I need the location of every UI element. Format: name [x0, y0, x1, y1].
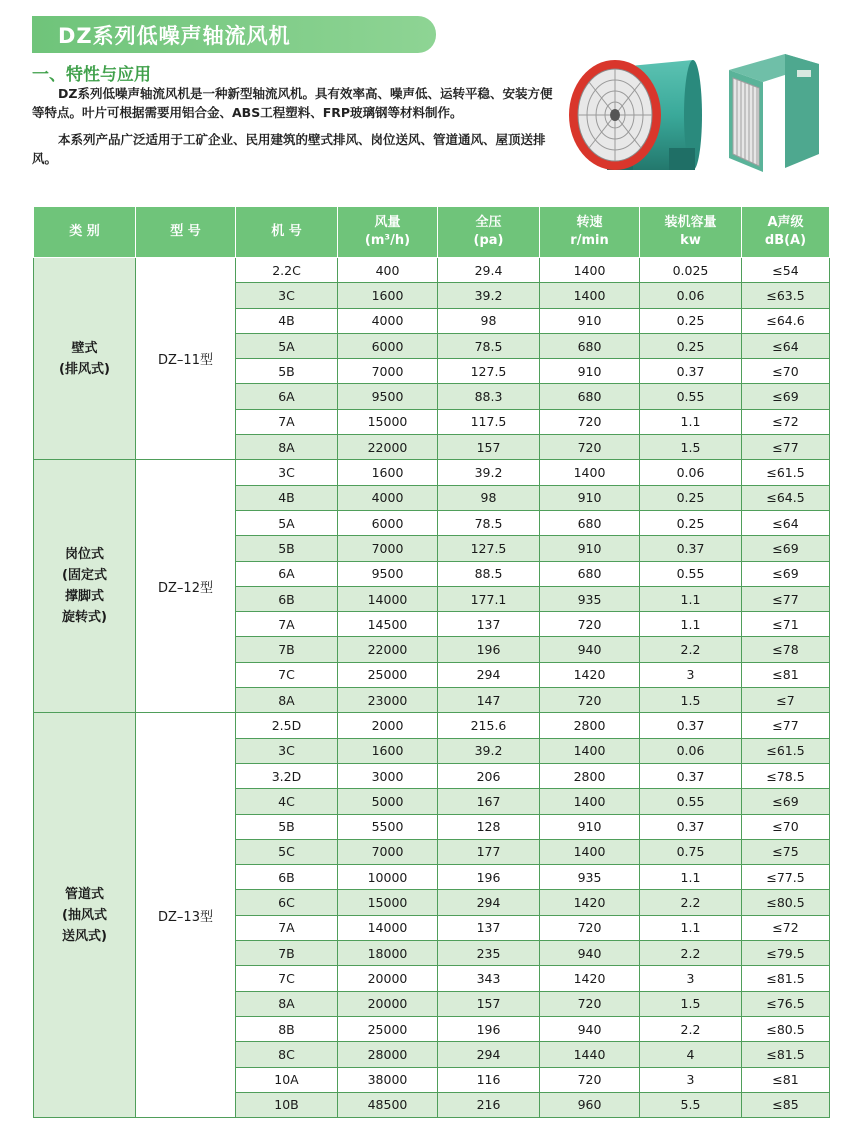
speed-cell: 1400	[540, 789, 640, 814]
noise-cell: ≤85	[742, 1092, 830, 1117]
axial-fan-image	[565, 52, 715, 182]
machine-no-cell: 6A	[236, 561, 338, 586]
noise-cell: ≤76.5	[742, 991, 830, 1016]
model-cell: DZ–13型	[136, 713, 236, 1118]
power-cell: 0.25	[640, 485, 742, 510]
power-cell: 1.5	[640, 991, 742, 1016]
airflow-cell: 22000	[338, 435, 438, 460]
table-row	[34, 713, 830, 738]
performance-table	[33, 206, 830, 1118]
noise-cell: ≤64	[742, 510, 830, 535]
airflow-cell: 5000	[338, 789, 438, 814]
category-cell	[34, 460, 136, 713]
power-cell: 0.06	[640, 283, 742, 308]
machine-no-cell: 4C	[236, 789, 338, 814]
noise-cell: ≤61.5	[742, 460, 830, 485]
airflow-cell: 38000	[338, 1067, 438, 1092]
airflow-cell: 400	[338, 258, 438, 283]
pressure-cell: 196	[438, 865, 540, 890]
airflow-cell: 25000	[338, 662, 438, 687]
machine-no-cell: 5B	[236, 536, 338, 561]
pressure-cell: 167	[438, 789, 540, 814]
machine-no-cell: 10A	[236, 1067, 338, 1092]
speed-cell: 680	[540, 384, 640, 409]
noise-cell: ≤77.5	[742, 865, 830, 890]
machine-no-cell: 5A	[236, 510, 338, 535]
pressure-cell: 88.5	[438, 561, 540, 586]
machine-no-cell: 2.5D	[236, 713, 338, 738]
machine-no-cell: 7B	[236, 637, 338, 662]
pressure-cell: 78.5	[438, 510, 540, 535]
machine-no-cell: 8A	[236, 435, 338, 460]
noise-cell: ≤70	[742, 359, 830, 384]
airflow-cell: 6000	[338, 510, 438, 535]
speed-cell: 2800	[540, 713, 640, 738]
speed-cell: 1420	[540, 662, 640, 687]
airflow-cell: 1600	[338, 283, 438, 308]
noise-cell: ≤77	[742, 586, 830, 611]
category-label: 管道式	[64, 886, 104, 902]
speed-cell: 1420	[540, 890, 640, 915]
header-airflow: 风量 (m³/h)	[338, 207, 438, 258]
speed-cell: 2800	[540, 763, 640, 788]
machine-no-cell: 6B	[236, 586, 338, 611]
speed-cell: 940	[540, 941, 640, 966]
pressure-cell: 127.5	[438, 359, 540, 384]
category-cell	[34, 258, 136, 460]
machine-no-cell: 8A	[236, 991, 338, 1016]
pressure-cell: 98	[438, 308, 540, 333]
machine-no-cell: 6A	[236, 384, 338, 409]
pressure-cell: 215.6	[438, 713, 540, 738]
speed-cell: 1400	[540, 258, 640, 283]
machine-no-cell: 5B	[236, 359, 338, 384]
pressure-cell: 78.5	[438, 333, 540, 358]
airflow-cell: 4000	[338, 485, 438, 510]
machine-no-cell: 6C	[236, 890, 338, 915]
speed-cell: 720	[540, 915, 640, 940]
machine-no-cell: 5A	[236, 333, 338, 358]
power-cell: 0.55	[640, 789, 742, 814]
speed-cell: 720	[540, 435, 640, 460]
noise-cell: ≤69	[742, 536, 830, 561]
intro-paragraph-1: DZ系列低噪声轴流风机是一种新型轴流风机。具有效率高、噪声低、运转平稳、安装方便等特点。叶片可根据需要用铝合金、ABS工程塑料、FRP玻璃钢等材料制作。	[32, 86, 553, 120]
airflow-cell: 7000	[338, 536, 438, 561]
speed-cell: 720	[540, 688, 640, 713]
noise-cell: ≤81	[742, 662, 830, 687]
machine-no-cell: 4B	[236, 308, 338, 333]
power-cell: 4	[640, 1042, 742, 1067]
noise-cell: ≤78	[742, 637, 830, 662]
speed-cell: 720	[540, 991, 640, 1016]
power-cell: 0.025	[640, 258, 742, 283]
pressure-cell: 196	[438, 637, 540, 662]
power-cell: 1.1	[640, 612, 742, 637]
pressure-cell: 127.5	[438, 536, 540, 561]
speed-cell: 680	[540, 561, 640, 586]
noise-cell: ≤75	[742, 839, 830, 864]
airflow-cell: 25000	[338, 1016, 438, 1041]
speed-cell: 1400	[540, 283, 640, 308]
speed-cell: 720	[540, 409, 640, 434]
category-label: (抽风式	[62, 907, 107, 923]
machine-no-cell: 7A	[236, 409, 338, 434]
speed-cell: 910	[540, 536, 640, 561]
airflow-cell: 20000	[338, 966, 438, 991]
machine-no-cell: 8A	[236, 688, 338, 713]
model-cell: DZ–12型	[136, 460, 236, 713]
noise-cell: ≤81.5	[742, 966, 830, 991]
power-cell: 0.25	[640, 333, 742, 358]
airflow-cell: 5500	[338, 814, 438, 839]
noise-cell: ≤64.6	[742, 308, 830, 333]
category-label: 壁式	[71, 340, 98, 356]
noise-cell: ≤69	[742, 561, 830, 586]
noise-cell: ≤81	[742, 1067, 830, 1092]
power-cell: 0.25	[640, 308, 742, 333]
speed-cell: 1400	[540, 738, 640, 763]
power-cell: 2.2	[640, 1016, 742, 1041]
power-cell: 0.55	[640, 561, 742, 586]
noise-cell: ≤63.5	[742, 283, 830, 308]
noise-cell: ≤61.5	[742, 738, 830, 763]
noise-cell: ≤78.5	[742, 763, 830, 788]
airflow-cell: 28000	[338, 1042, 438, 1067]
noise-cell: ≤72	[742, 409, 830, 434]
speed-cell: 1400	[540, 839, 640, 864]
machine-no-cell: 7B	[236, 941, 338, 966]
speed-cell: 940	[540, 1016, 640, 1041]
airflow-cell: 20000	[338, 991, 438, 1016]
power-cell: 1.5	[640, 435, 742, 460]
noise-cell: ≤81.5	[742, 1042, 830, 1067]
header-pressure: 全压 (pa)	[438, 207, 540, 258]
category-label: (固定式	[62, 568, 107, 584]
category-cell	[34, 713, 136, 1118]
airflow-cell: 22000	[338, 637, 438, 662]
machine-no-cell: 3C	[236, 283, 338, 308]
airflow-cell: 7000	[338, 359, 438, 384]
model-cell: DZ–11型	[136, 258, 236, 460]
noise-cell: ≤64.5	[742, 485, 830, 510]
pressure-cell: 29.4	[438, 258, 540, 283]
machine-no-cell: 4B	[236, 485, 338, 510]
power-cell: 0.37	[640, 536, 742, 561]
box-fan-image	[723, 50, 823, 175]
power-cell: 0.55	[640, 384, 742, 409]
header-model: 型 号	[136, 207, 236, 258]
speed-cell: 960	[540, 1092, 640, 1117]
speed-cell: 935	[540, 586, 640, 611]
table-header-row	[34, 207, 830, 258]
table-row	[34, 460, 830, 485]
airflow-cell: 2000	[338, 713, 438, 738]
pressure-cell: 196	[438, 1016, 540, 1041]
power-cell: 2.2	[640, 890, 742, 915]
speed-cell: 910	[540, 485, 640, 510]
header-noise: A声级 dB(A)	[742, 207, 830, 258]
airflow-cell: 3000	[338, 763, 438, 788]
power-cell: 5.5	[640, 1092, 742, 1117]
airflow-cell: 1600	[338, 460, 438, 485]
intro-paragraph-2: 本系列产品广泛适用于工矿企业、民用建筑的壁式排风、岗位送风、管道通风、屋顶送排风。	[32, 132, 546, 166]
pressure-cell: 294	[438, 662, 540, 687]
airflow-cell: 7000	[338, 839, 438, 864]
noise-cell: ≤70	[742, 814, 830, 839]
machine-no-cell: 3.2D	[236, 763, 338, 788]
pressure-cell: 177.1	[438, 586, 540, 611]
pressure-cell: 206	[438, 763, 540, 788]
power-cell: 3	[640, 662, 742, 687]
title-banner	[32, 16, 436, 53]
noise-cell: ≤79.5	[742, 941, 830, 966]
airflow-cell: 1600	[338, 738, 438, 763]
machine-no-cell: 5C	[236, 839, 338, 864]
airflow-cell: 23000	[338, 688, 438, 713]
pressure-cell: 294	[438, 1042, 540, 1067]
table-row	[34, 258, 830, 283]
airflow-cell: 14500	[338, 612, 438, 637]
speed-cell: 720	[540, 612, 640, 637]
noise-cell: ≤80.5	[742, 890, 830, 915]
pressure-cell: 128	[438, 814, 540, 839]
pressure-cell: 157	[438, 435, 540, 460]
power-cell: 2.2	[640, 637, 742, 662]
pressure-cell: 117.5	[438, 409, 540, 434]
power-cell: 0.37	[640, 763, 742, 788]
pressure-cell: 235	[438, 941, 540, 966]
airflow-cell: 9500	[338, 384, 438, 409]
noise-cell: ≤69	[742, 384, 830, 409]
category-label: (排风式)	[59, 361, 110, 377]
pressure-cell: 39.2	[438, 460, 540, 485]
speed-cell: 680	[540, 510, 640, 535]
machine-no-cell: 8B	[236, 1016, 338, 1041]
noise-cell: ≤80.5	[742, 1016, 830, 1041]
power-cell: 1.1	[640, 409, 742, 434]
airflow-cell: 6000	[338, 333, 438, 358]
header-power: 装机容量 kw	[640, 207, 742, 258]
noise-cell: ≤54	[742, 258, 830, 283]
header-machine-no: 机 号	[236, 207, 338, 258]
machine-no-cell: 8C	[236, 1042, 338, 1067]
noise-cell: ≤77	[742, 435, 830, 460]
pressure-cell: 39.2	[438, 283, 540, 308]
machine-no-cell: 7C	[236, 966, 338, 991]
power-cell: 3	[640, 1067, 742, 1092]
machine-no-cell: 7A	[236, 915, 338, 940]
speed-cell: 1400	[540, 460, 640, 485]
power-cell: 2.2	[640, 941, 742, 966]
pressure-cell: 294	[438, 890, 540, 915]
pressure-cell: 147	[438, 688, 540, 713]
noise-cell: ≤71	[742, 612, 830, 637]
power-cell: 0.37	[640, 713, 742, 738]
speed-cell: 935	[540, 865, 640, 890]
speed-cell: 910	[540, 359, 640, 384]
power-cell: 1.1	[640, 865, 742, 890]
speed-cell: 910	[540, 814, 640, 839]
section-1-title: 一、特性与应用	[32, 65, 151, 85]
airflow-cell: 14000	[338, 915, 438, 940]
pressure-cell: 177	[438, 839, 540, 864]
machine-no-cell: 3C	[236, 738, 338, 763]
category-label: 撑脚式	[64, 589, 104, 605]
noise-cell: ≤69	[742, 789, 830, 814]
pressure-cell: 116	[438, 1067, 540, 1092]
pressure-cell: 216	[438, 1092, 540, 1117]
noise-cell: ≤77	[742, 713, 830, 738]
power-cell: 1.1	[640, 586, 742, 611]
power-cell: 1.1	[640, 915, 742, 940]
airflow-cell: 10000	[338, 865, 438, 890]
machine-no-cell: 5B	[236, 814, 338, 839]
power-cell: 0.25	[640, 510, 742, 535]
airflow-cell: 48500	[338, 1092, 438, 1117]
category-label: 旋转式)	[62, 610, 107, 626]
machine-no-cell: 10B	[236, 1092, 338, 1117]
pressure-cell: 157	[438, 991, 540, 1016]
pressure-cell: 137	[438, 915, 540, 940]
speed-cell: 1420	[540, 966, 640, 991]
noise-cell: ≤72	[742, 915, 830, 940]
machine-no-cell: 7C	[236, 662, 338, 687]
power-cell: 1.5	[640, 688, 742, 713]
pressure-cell: 343	[438, 966, 540, 991]
airflow-cell: 15000	[338, 409, 438, 434]
machine-no-cell: 6B	[236, 865, 338, 890]
airflow-cell: 4000	[338, 308, 438, 333]
airflow-cell: 14000	[338, 586, 438, 611]
speed-cell: 940	[540, 637, 640, 662]
power-cell: 0.37	[640, 814, 742, 839]
noise-cell: ≤64	[742, 333, 830, 358]
pressure-cell: 137	[438, 612, 540, 637]
airflow-cell: 9500	[338, 561, 438, 586]
page-title: DZ系列低噪声轴流风机	[58, 23, 291, 48]
pressure-cell: 88.3	[438, 384, 540, 409]
machine-no-cell: 3C	[236, 460, 338, 485]
category-label: 送风式)	[62, 928, 107, 944]
machine-no-cell: 2.2C	[236, 258, 338, 283]
power-cell: 0.06	[640, 460, 742, 485]
header-category: 类 别	[34, 207, 136, 258]
pressure-cell: 98	[438, 485, 540, 510]
power-cell: 0.06	[640, 738, 742, 763]
airflow-cell: 18000	[338, 941, 438, 966]
power-cell: 0.37	[640, 359, 742, 384]
machine-no-cell: 7A	[236, 612, 338, 637]
speed-cell: 910	[540, 308, 640, 333]
noise-cell: ≤7	[742, 688, 830, 713]
speed-cell: 720	[540, 1067, 640, 1092]
airflow-cell: 15000	[338, 890, 438, 915]
speed-cell: 680	[540, 333, 640, 358]
power-cell: 0.75	[640, 839, 742, 864]
power-cell: 3	[640, 966, 742, 991]
category-label: 岗位式	[64, 547, 104, 563]
pressure-cell: 39.2	[438, 738, 540, 763]
header-speed: 转速 r/min	[540, 207, 640, 258]
speed-cell: 1440	[540, 1042, 640, 1067]
